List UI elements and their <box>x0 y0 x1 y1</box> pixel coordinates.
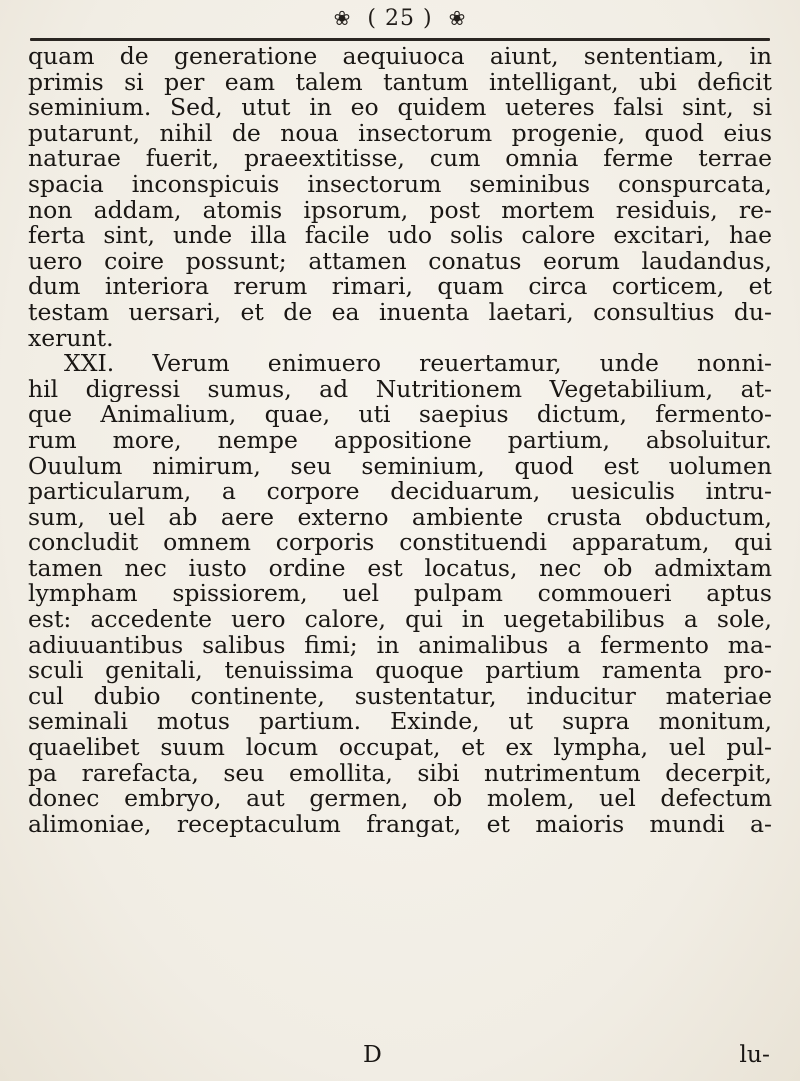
text-line: seminium. Sed, utut in eo quidem ueteres falsi sint, si <box>28 95 772 121</box>
text-line: seminali motus partium. Exinde, ut supra monitum, <box>28 709 772 736</box>
text-line: ferta sint, unde illa facile udo solis calore excitari, hae <box>28 223 772 249</box>
text-line: cul dubio continente, sustentatur, inducitur materiae <box>28 683 772 710</box>
text-line: est: accedente uero calore, qui in uegetabilibus a sole, <box>28 607 772 633</box>
text-line: donec embryo, aut germen, ob molem, uel defectum <box>28 786 772 812</box>
text-line: primis si per eam talem tantum intelligant, ubi deficit <box>28 69 772 96</box>
ornament-icon: ❀ <box>333 6 352 30</box>
text-line: non addam, atomis ipsorum, post mortem residuis, re- <box>28 197 772 224</box>
text-line: uero coire possunt; attamen conatus eorum laudandus, <box>28 248 772 275</box>
page-header <box>0 6 800 31</box>
text-line: naturae fuerit, praeextitisse, cum omnia ferme terrae <box>28 146 772 172</box>
text-line: sum, uel ab aere externo ambiente crusta obductum, <box>28 504 772 531</box>
text-line: particularum, a corpore deciduarum, uesiculis intru- <box>28 479 772 505</box>
section-start-line: XXI. Verum enimuero reuertamur, unde nonni- <box>64 351 772 377</box>
text-line: xerunt. <box>28 325 114 352</box>
text-line: spacia inconspicuis insectorum seminibus conspurcata, <box>28 171 772 198</box>
catchword: lu- <box>739 1040 770 1068</box>
ornament-icon: ❀ <box>448 6 467 30</box>
text-line: sculi genitali, tenuissima quoque partium ramenta pro- <box>28 658 772 684</box>
text-line: dum interiora rerum rimari, quam circa corticem, et <box>28 274 772 300</box>
text-line: adiuuantibus salibus fimi; in animalibus a fermento ma- <box>28 632 772 659</box>
body-text <box>28 44 772 837</box>
text-line: putarunt, nihil de noua insectorum progenie, quod eius <box>28 120 772 147</box>
text-line: tamen nec iusto ordine est locatus, nec ob admixtam <box>28 555 772 582</box>
text-line: que Animalium, quae, uti saepius dictum, fermento- <box>28 402 772 428</box>
page-footer <box>28 1040 772 1068</box>
text-line: Ouulum nimirum, seu seminium, quod est uolumen <box>28 453 772 480</box>
text-line: lympham spissiorem, uel pulpam commoueri aptus <box>28 581 772 608</box>
header-rule <box>30 38 770 41</box>
page-number: ( 25 ) <box>367 6 433 31</box>
text-line: rum more, nempe appositione partium, absoluitur. <box>28 427 772 454</box>
text-line: hil digressi sumus, ad Nutritionem Vegetabilium, at- <box>28 376 772 403</box>
text-line: quaelibet suum locum occupat, et ex lympha, uel pul- <box>28 735 772 761</box>
signature-mark: D <box>363 1040 382 1068</box>
text-line: quam de generatione aequiuoca aiunt, sententiam, in <box>28 44 772 70</box>
text-line: alimoniae, receptaculum frangat, et maioris mundi a- <box>28 811 772 838</box>
text-line: concludit omnem corporis constituendi apparatum, qui <box>28 530 772 556</box>
text-line: pa rarefacta, seu emollita, sibi nutrimentum decerpit, <box>28 760 772 787</box>
text-line: testam uersari, et de ea inuenta laetari, consultius du- <box>28 299 772 326</box>
